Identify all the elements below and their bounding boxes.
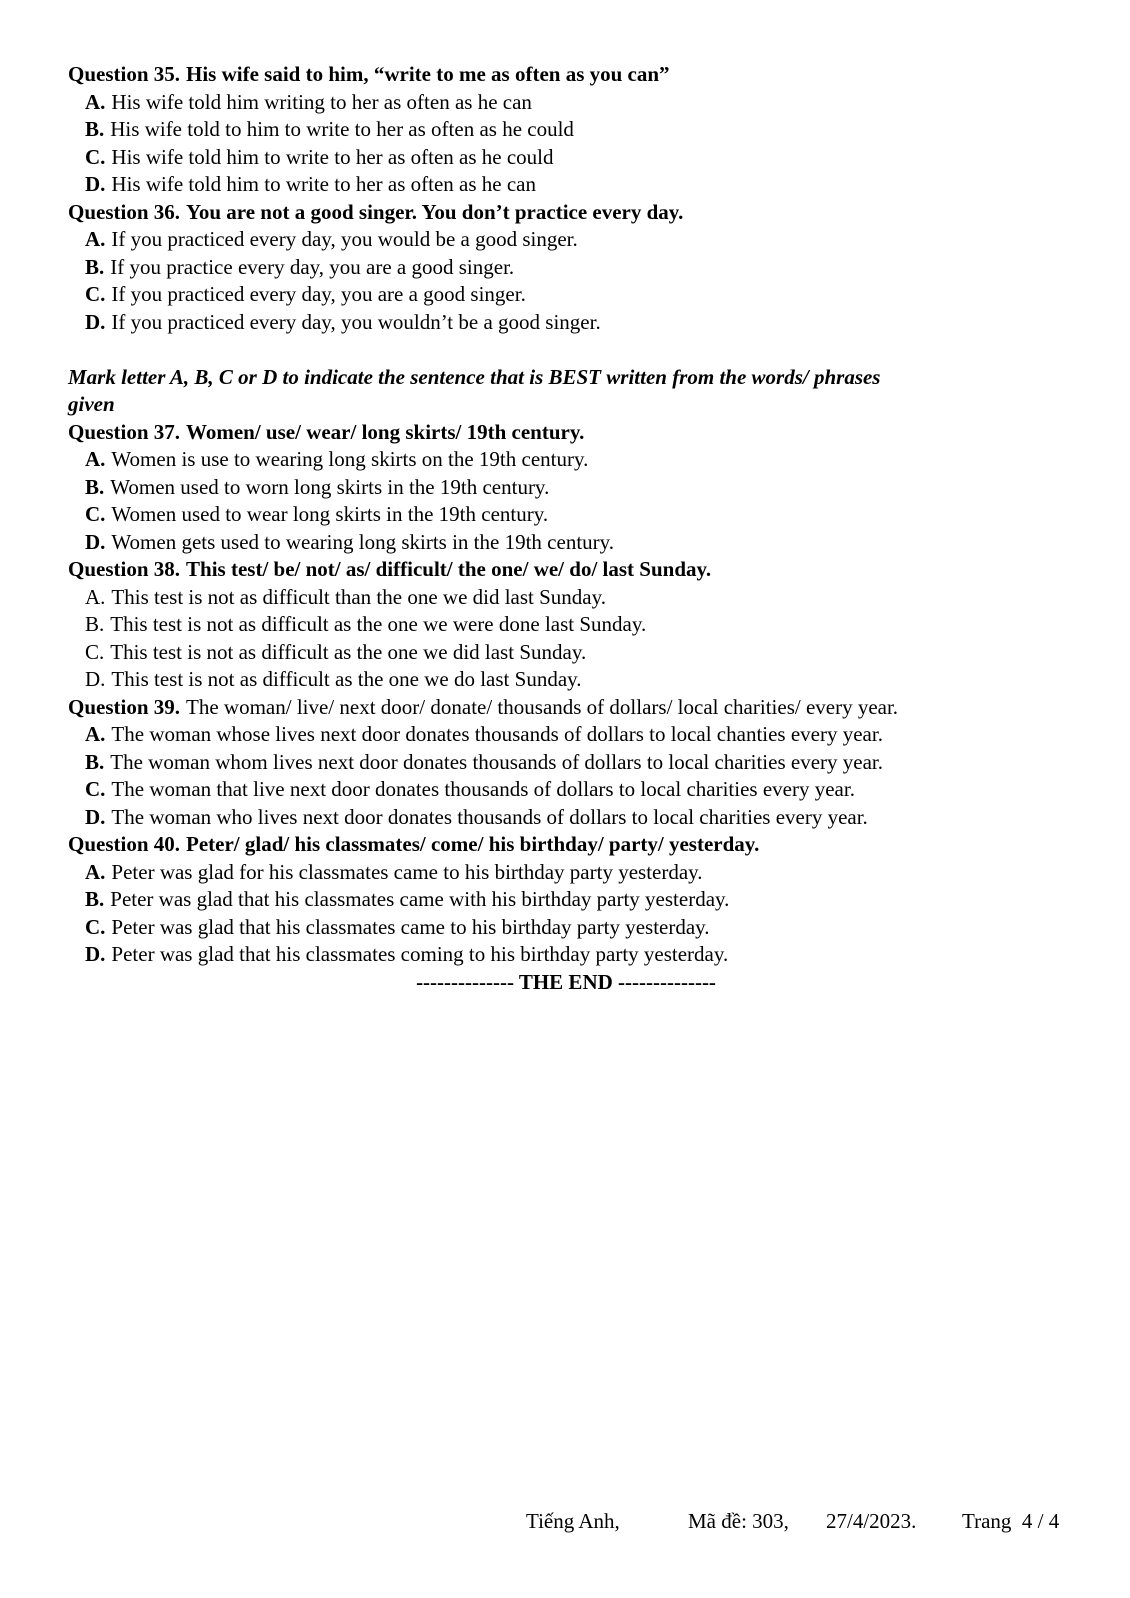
option-text: Peter was glad that his classmates came to his birthday party yesterday. [111,914,710,939]
option-text: The woman who lives next door donates thousands of dollars to local charities every year. [111,804,868,829]
option-text: This test is not as difficult as the one we were done last Sunday. [110,612,647,636]
option-letter: C. [85,502,106,526]
question-prompt: This test/ be/ not/ as/ difficult/ the one/ we/ do/ last Sunday. [186,557,712,581]
option-text: Women used to worn long skirts in the 19th century. [110,474,550,499]
option-text: If you practiced every day, you are a good singer. [111,282,526,306]
question-40-option-a [68,859,1064,887]
question-38-header [68,556,1064,584]
option-text: Women used to wear long skirts in the 19th century. [111,502,549,526]
option-text: If you practiced every day, you wouldn’t be a good singer. [111,309,601,334]
question-36-option-a [68,226,1064,254]
question-35-option-a [68,89,1064,117]
option-letter: C. [85,777,106,801]
question-35-option-c [68,144,1064,172]
end-of-test-marker: -------------- THE END -------------- [416,969,716,994]
option-text: Peter was glad that his classmates came with his birthday party yesterday. [110,887,730,911]
option-letter: B. [85,117,105,141]
option-text: This test is not as difficult as the one we do last Sunday. [111,667,582,691]
option-text: His wife told him writing to her as often as he can [111,89,532,114]
section-instruction [68,364,1064,419]
option-letter: A. [85,447,106,471]
question-39-option-c [68,776,1064,804]
footer-page-number: Trang 4 / 4 [962,1509,1060,1533]
option-text: Women is use to wearing long skirts on the 19th century. [111,447,589,471]
question-36-option-b [68,254,1064,282]
question-label: Question 37. [68,419,181,444]
option-letter: B. [85,254,105,279]
option-letter: A. [85,227,106,251]
question-35-option-d [68,171,1064,199]
question-40-option-d [68,941,1064,969]
question-prompt: His wife said to him, “write to me as often as you can” [186,62,670,86]
question-40-option-c [68,914,1064,942]
question-37-header [68,419,1064,447]
option-letter: A. [85,89,106,114]
option-text: His wife told him to write to her as often as he can [111,172,536,196]
option-letter: C. [85,144,106,169]
question-37-option-a [68,446,1064,474]
question-38-option-d [68,666,1064,694]
option-text: Peter was glad that his classmates coming to his birthday party yesterday. [111,942,729,966]
option-letter: A. [85,859,106,884]
footer-date: 27/4/2023. [826,1509,917,1533]
instruction-line-2: given [68,392,115,416]
option-letter: B. [85,474,105,499]
question-39-option-d [68,804,1064,832]
option-letter: C. [85,914,106,939]
option-letter: B. [85,749,105,774]
instruction-line-1: Mark letter A, B, C or D to indicate the sentence that is BEST written from the words/ phrases [68,364,881,389]
question-35-header [68,61,1064,89]
footer-exam-code: Mã đề: 303, [688,1509,789,1533]
question-38-option-b [68,611,1064,639]
option-text: Women gets used to wearing long skirts in the 19th century. [111,529,615,554]
option-letter: A. [85,722,106,746]
question-37-option-b [68,474,1064,502]
option-text: The woman whose lives next door donates thousands of dollars to local chanties every year. [111,722,883,746]
question-prompt: You are not a good singer. You don’t practice every day. [186,199,684,224]
option-text: His wife told to him to write to her as often as he could [110,117,574,141]
question-prompt: The woman/ live/ next door/ donate/ thousands of dollars/ local charities/ every year. [186,694,899,719]
option-letter: D. [85,804,106,829]
option-letter: C. [85,282,106,306]
footer-subject: Tiếng Anh, [526,1509,620,1533]
option-letter: C. [85,639,105,664]
question-prompt: Peter/ glad/ his classmates/ come/ his birthday/ party/ yesterday. [186,832,760,856]
question-35-option-b [68,116,1064,144]
question-label: Question 36. [68,199,181,224]
page-footer [0,1508,1130,1536]
question-label: Question 38. [68,557,181,581]
option-letter: D. [85,942,106,966]
exam-content [68,61,1064,996]
option-text: Peter was glad for his classmates came to his birthday party yesterday. [111,859,703,884]
question-38-option-a [68,584,1064,612]
question-label: Question 35. [68,62,181,86]
question-36-option-d [68,309,1064,337]
question-37-option-c [68,501,1064,529]
option-text: The woman whom lives next door donates thousands of dollars to local charities every year. [110,749,883,774]
question-36-header [68,199,1064,227]
question-40-option-b [68,886,1064,914]
option-letter: B. [85,612,105,636]
question-39-header [68,694,1064,722]
option-letter: D. [85,529,106,554]
option-text: If you practiced every day, you would be a good singer. [111,227,578,251]
option-text: If you practice every day, you are a good singer. [110,254,515,279]
question-label: Question 40. [68,832,181,856]
question-prompt: Women/ use/ wear/ long skirts/ 19th century. [186,419,585,444]
option-letter: D. [85,309,106,334]
option-letter: B. [85,887,105,911]
question-40-header [68,831,1064,859]
option-letter: D. [85,667,106,691]
option-text: This test is not as difficult than the one we did last Sunday. [111,584,607,609]
question-39-option-a [68,721,1064,749]
option-letter: A. [85,584,106,609]
option-letter: D. [85,172,106,196]
question-label: Question 39. [68,694,181,719]
question-36-option-c [68,281,1064,309]
question-39-option-b [68,749,1064,777]
option-text: The woman that live next door donates thousands of dollars to local charities every year. [111,777,855,801]
option-text: His wife told him to write to her as often as he could [111,144,554,169]
question-38-option-c [68,639,1064,667]
question-37-option-d [68,529,1064,557]
option-text: This test is not as difficult as the one we did last Sunday. [110,639,587,664]
